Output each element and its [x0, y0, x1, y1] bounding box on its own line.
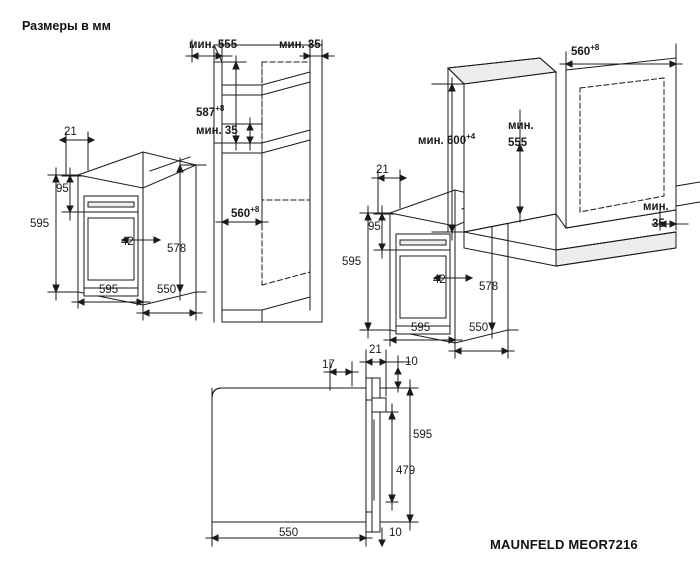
dim-595-horiz-left: 595: [99, 284, 119, 296]
model-name: MAUNFELD MEOR7216: [490, 537, 638, 552]
dim-min-555-top: мин. 555: [189, 39, 238, 51]
dim-min-label-555: мин.: [508, 120, 534, 132]
top-door-open-view: [206, 350, 418, 546]
dim-min-label-35: мин.: [643, 201, 669, 213]
dim-min-600: мин. $600^{+4}$: [418, 132, 476, 147]
dim-21-right: 21: [376, 164, 389, 176]
dim-560-right: $560^{+8}$: [571, 43, 600, 58]
dim-10-bottom: 10: [389, 527, 402, 539]
dim-595-horiz-right: 595: [411, 322, 431, 334]
cabinet-niche-view: [186, 40, 334, 322]
dim-42-right: 42: [433, 274, 446, 286]
page-title: Размеры в мм: [22, 19, 111, 33]
dim-95-right: 95: [368, 221, 381, 233]
dim-42-left: 42: [121, 236, 134, 248]
dim-550-right: 550: [469, 322, 489, 334]
dim-560: $560^{+8}$: [231, 205, 260, 220]
dim-587: $587^{+8}$: [196, 104, 225, 119]
dim-479: 479: [396, 465, 416, 477]
dim-578-left: 578: [167, 243, 187, 255]
dim-595-vert-left: 595: [30, 218, 50, 230]
dim-min-35-top: мин. 35: [279, 39, 321, 51]
dim-550-bottom: 550: [279, 527, 299, 539]
dim-21-left: 21: [64, 126, 77, 138]
dim-95-left: 95: [56, 183, 69, 195]
dim-578-right: 578: [479, 281, 499, 293]
dim-17: 17: [322, 359, 335, 371]
dim-10-top: 10: [405, 356, 418, 368]
dim-min-35-mid: мин. 35: [196, 125, 238, 137]
dim-595-vert-right: 595: [342, 256, 362, 268]
dim-value-35: 35: [652, 218, 665, 230]
dim-value-555: 555: [508, 137, 528, 149]
dim-595-door: 595: [413, 429, 433, 441]
dim-550-left: 550: [157, 284, 177, 296]
front-left-oven-view: [48, 132, 206, 320]
dim-21-top: 21: [369, 344, 382, 356]
